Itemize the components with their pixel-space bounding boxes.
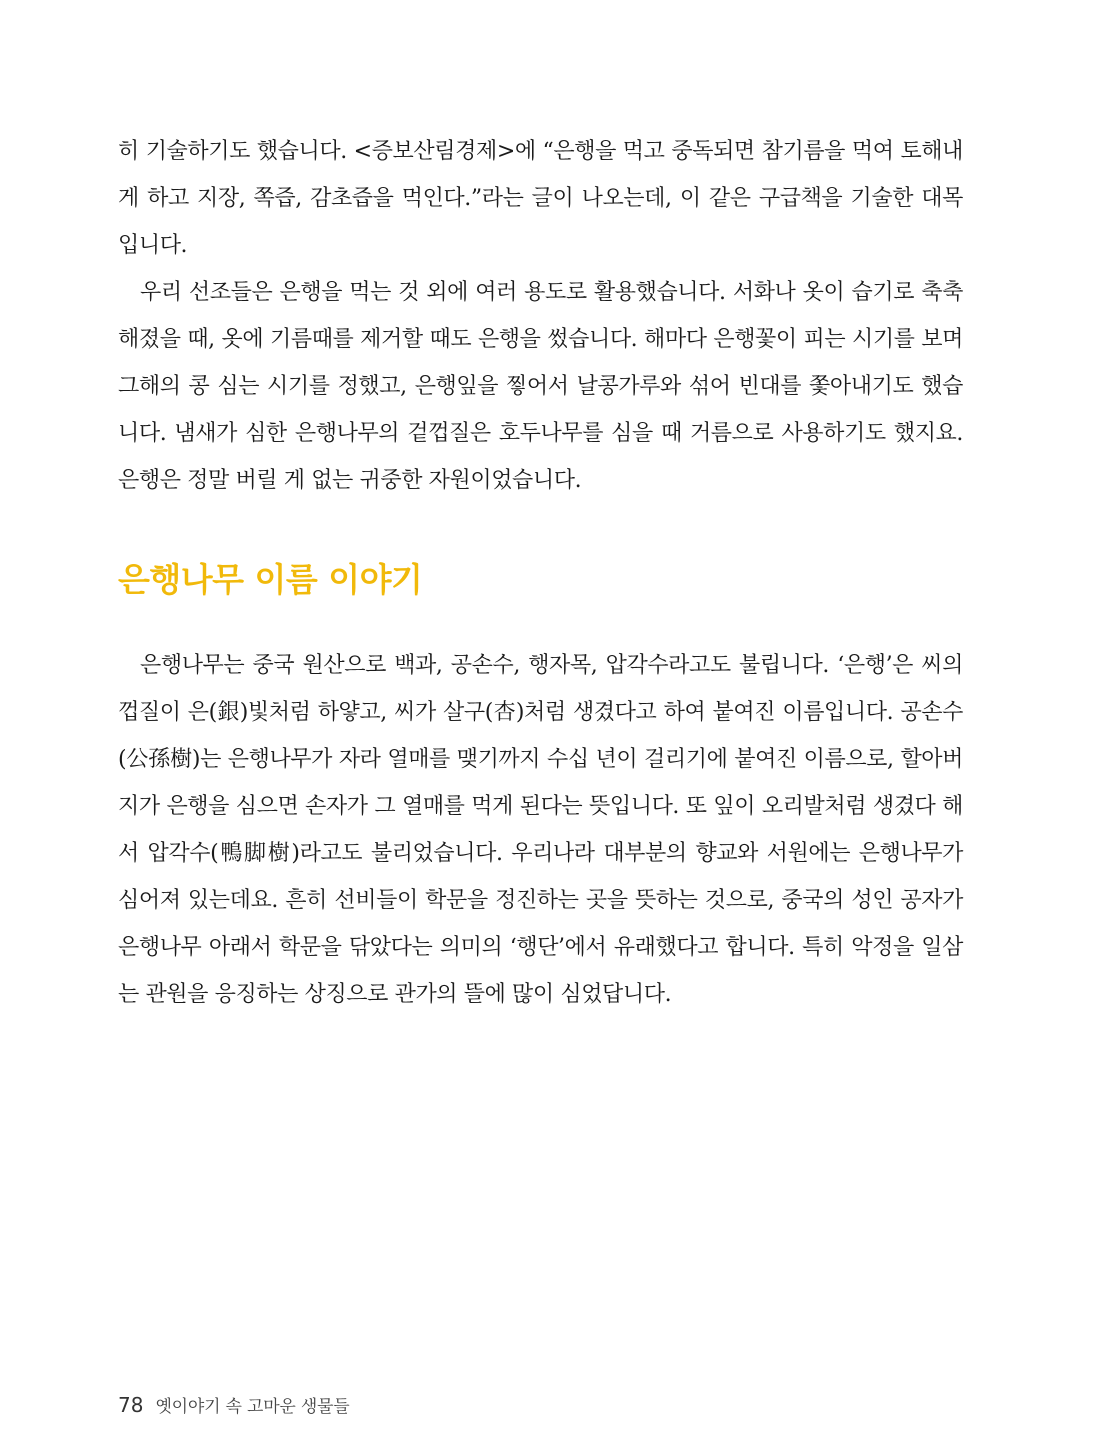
paragraph-ginkgo-names: 은행나무는 중국 원산으로 백과, 공손수, 행자목, 압각수라고도 불립니다. ‘은행’은 씨의 껍질이 은(銀)빛처럼 하얗고, 씨가 살구(杏)처럼 생겼다고 하여 붙여진 이름입니다. 공손수(公孫樹)는 은행나무가 자라 열매를 맺기까지 수십 년이 걸리기에 붙여진 이름으로, 할아버지가 은행을 심으면 손자가 그 열매를 먹게 된다는 뜻입니다. 또 잎이 오리발처럼 생겼다 해서 압각수(鴨脚樹)라고도 불리었습니다. 우리나라 대부분의 향교와 서원에는 은행나무가 심어져 있는데요. 흔히 선비들이 학문을 정진하는 곳을 뜻하는 것으로, 중국의 성인 공자가 은행나무 아래서 학문을 닦았다는 의미의 ‘행단’에서 유래했다고 합니다. 특히 악정을 일삼는 관원을 응징하는 상징으로 관가의 뜰에 많이 심었답니다. [118, 653, 963, 1007]
paragraph-continued: 히 기술하기도 했습니다. <증보산림경제>에 “은행을 먹고 중독되면 참기름을 먹여 토해내게 하고 지장, 쪽즙, 감초즙을 먹인다.”라는 글이 나오는데, 이 같은 구급책을 기술한 대목입니다. [118, 139, 963, 258]
paragraph-uses-of-ginkgo: 우리 선조들은 은행을 먹는 것 외에 여러 용도로 활용했습니다. 서화나 옷이 습기로 축축해졌을 때, 옷에 기름때를 제거할 때도 은행을 썼습니다. 해마다 은행꽃이 피는 시기를 보며 그해의 콩 심는 시기를 정했고, 은행잎을 찧어서 날콩가루와 섞어 빈대를 쫓아내기도 했습니다. 냄새가 심한 은행나무의 겉껍질은 호두나무를 심을 때 거름으로 사용하기도 했지요. 은행은 정말 버릴 게 없는 귀중한 자원이었습니다. [118, 280, 963, 493]
section-heading: 은행나무 이름 이야기 [118, 560, 423, 599]
page-number: 78 [118, 1393, 144, 1417]
running-title: 옛이야기 속 고마운 생물들 [155, 1397, 350, 1417]
page-footer [118, 1392, 350, 1417]
section-2-body [118, 642, 963, 1018]
section-1-body [118, 128, 963, 504]
